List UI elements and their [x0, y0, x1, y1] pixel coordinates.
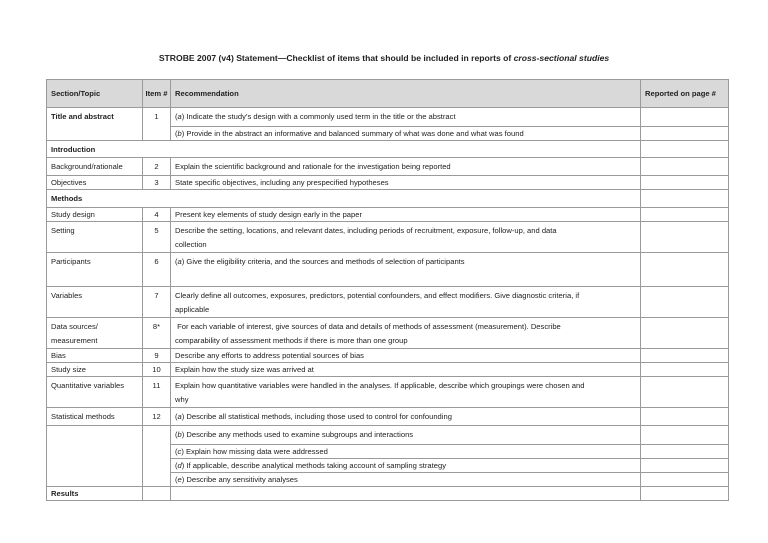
table-row	[47, 108, 729, 127]
item-number: 4	[143, 208, 171, 222]
section-heading: Results	[47, 487, 143, 501]
topic: Title and abstract	[47, 108, 143, 141]
table-row	[47, 318, 729, 349]
section-heading: Methods	[47, 190, 641, 208]
topic: Statistical methods	[47, 408, 143, 426]
item-empty	[143, 426, 171, 487]
recommendation: (b) Provide in the abstract an informative and balanced summary of what was done and what was found	[171, 127, 641, 141]
topic: Study size	[47, 363, 143, 377]
page-cell[interactable]	[641, 377, 729, 408]
page-cell[interactable]	[641, 176, 729, 190]
item-number: 6	[143, 253, 171, 287]
page-cell[interactable]	[641, 141, 729, 158]
section-row	[47, 190, 729, 208]
item-number: 5	[143, 222, 171, 253]
page-cell[interactable]	[641, 190, 729, 208]
section-heading: Introduction	[47, 141, 641, 158]
page-cell[interactable]	[641, 473, 729, 487]
recommendation: Describe the setting, locations, and relevant dates, including periods of recruitment, exposure, follow-up, and data collection	[171, 222, 641, 253]
recommendation: Explain the scientific background and rationale for the investigation being reported	[171, 158, 641, 176]
recommendation: Describe any efforts to address potential sources of bias	[171, 349, 641, 363]
page-cell[interactable]	[641, 108, 729, 127]
document-title: STROBE 2007 (v4) Statement—Checklist of items that should be included in reports of cross-sectional studies	[158, 53, 610, 63]
page-cell[interactable]	[641, 349, 729, 363]
topic: Background/rationale	[47, 158, 143, 176]
recommendation: Explain how quantitative variables were handled in the analyses. If applicable, describe which groupings were chosen and why	[171, 377, 641, 408]
item-number: 9	[143, 349, 171, 363]
item-number: 3	[143, 176, 171, 190]
table-header-row	[47, 80, 729, 108]
recommendation: Explain how the study size was arrived at	[171, 363, 641, 377]
recommendation: (d) If applicable, describe analytical methods taking account of sampling strategy	[171, 459, 641, 473]
item-number: 8*	[143, 318, 171, 349]
table-row	[47, 426, 729, 445]
recommendation-empty	[171, 487, 641, 501]
recommendation: (c) Explain how missing data were addressed	[171, 445, 641, 459]
page-cell[interactable]	[641, 222, 729, 253]
page-cell[interactable]	[641, 287, 729, 318]
topic-empty	[47, 426, 143, 487]
table-row	[47, 363, 729, 377]
topic: Study design	[47, 208, 143, 222]
item-number: 12	[143, 408, 171, 426]
page-cell[interactable]	[641, 445, 729, 459]
topic: Setting	[47, 222, 143, 253]
section-row	[47, 141, 729, 158]
header-recommendation: Recommendation	[171, 80, 641, 108]
page-cell[interactable]	[641, 127, 729, 141]
page-cell[interactable]	[641, 487, 729, 501]
table-row	[47, 176, 729, 190]
topic: Quantitative variables	[47, 377, 143, 408]
table-row	[47, 408, 729, 426]
topic: Participants	[47, 253, 143, 287]
page-cell[interactable]	[641, 363, 729, 377]
page-cell[interactable]	[641, 208, 729, 222]
item-number: 11	[143, 377, 171, 408]
header-page: Reported on page #	[641, 80, 729, 108]
topic: Objectives	[47, 176, 143, 190]
item-number: 7	[143, 287, 171, 318]
topic: Bias	[47, 349, 143, 363]
page-cell[interactable]	[641, 158, 729, 176]
table-row	[47, 158, 729, 176]
table-row	[47, 208, 729, 222]
section-row	[47, 487, 729, 501]
item-number: 10	[143, 363, 171, 377]
page-cell[interactable]	[641, 408, 729, 426]
recommendation: For each variable of interest, give sources of data and details of methods of assessment (measurement). Describe comparability of assessment methods if there is more than one group	[171, 318, 641, 349]
page-cell[interactable]	[641, 459, 729, 473]
recommendation: Clearly define all outcomes, exposures, predictors, potential confounders, and effect modifiers. Give diagnostic criteria, if applicable	[171, 287, 641, 318]
item-empty	[143, 487, 171, 501]
table-row	[47, 349, 729, 363]
topic: Variables	[47, 287, 143, 318]
table-row	[47, 287, 729, 318]
header-section: Section/Topic	[47, 80, 143, 108]
recommendation: (a) Give the eligibility criteria, and the sources and methods of selection of participants	[171, 253, 641, 287]
table-row	[47, 253, 729, 287]
title-emphasis: cross-sectional studies	[513, 53, 610, 63]
table-row	[47, 377, 729, 408]
table-row	[47, 222, 729, 253]
page-cell[interactable]	[641, 426, 729, 445]
recommendation: (e) Describe any sensitivity analyses	[171, 473, 641, 487]
recommendation: (b) Describe any methods used to examine subgroups and interactions	[171, 426, 641, 445]
header-item: Item #	[143, 80, 171, 108]
page-cell[interactable]	[641, 318, 729, 349]
topic: Data sources/ measurement	[47, 318, 143, 349]
recommendation: (a) Indicate the study’s design with a commonly used term in the title or the abstract	[171, 108, 641, 127]
page-cell[interactable]	[641, 253, 729, 287]
recommendation: (a) Describe all statistical methods, including those used to control for confounding	[171, 408, 641, 426]
recommendation: Present key elements of study design early in the paper	[171, 208, 641, 222]
recommendation: State specific objectives, including any prespecified hypotheses	[171, 176, 641, 190]
checklist-table	[46, 79, 729, 501]
item-number: 2	[143, 158, 171, 176]
item-number: 1	[143, 108, 171, 141]
